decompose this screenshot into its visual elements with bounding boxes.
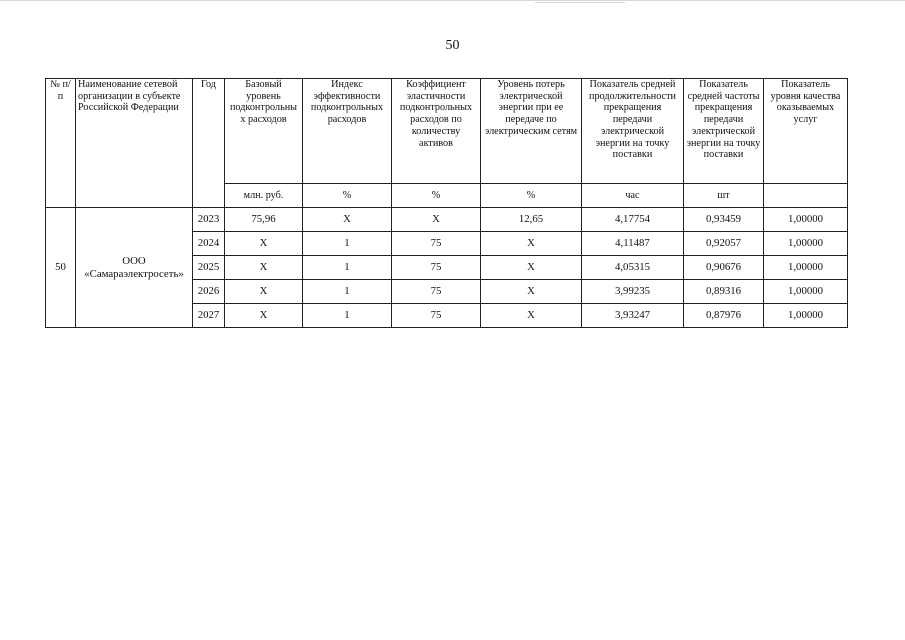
table-row	[46, 208, 848, 232]
cell-coef: 75	[392, 304, 481, 328]
cell-index: 1	[303, 232, 392, 256]
cell-frequency: 0,90676	[684, 256, 764, 280]
header-row	[46, 79, 848, 184]
cell-coef: 75	[392, 232, 481, 256]
unit-duration: час	[582, 184, 684, 208]
header-number: № п/п	[46, 79, 76, 208]
header-loss-level: Уровень потерь электрической энергии при ее передаче по электрическим сетям	[481, 79, 582, 184]
cell-index: 1	[303, 280, 392, 304]
cell-coef: 75	[392, 280, 481, 304]
header-elasticity-coef: Коэффициент эластичности подконтрольных расходов по количеству активов	[392, 79, 481, 184]
unit-index: %	[303, 184, 392, 208]
cell-base: X	[225, 232, 303, 256]
cell-quality: 1,00000	[764, 208, 848, 232]
cell-duration: 3,93247	[582, 304, 684, 328]
cell-coef: 75	[392, 256, 481, 280]
cell-year: 2025	[193, 256, 225, 280]
cell-duration: 4,05315	[582, 256, 684, 280]
cell-loss: 12,65	[481, 208, 582, 232]
scan-edge-top	[0, 0, 905, 1]
header-year: Год	[193, 79, 225, 208]
cell-base: X	[225, 304, 303, 328]
header-interruption-frequency: Показатель средней частоты прекращения передачи электрической энергии на точку поставки	[684, 79, 764, 184]
cell-year: 2023	[193, 208, 225, 232]
cell-frequency: 0,87976	[684, 304, 764, 328]
cell-duration: 4,11487	[582, 232, 684, 256]
unit-base: млн. руб.	[225, 184, 303, 208]
cell-quality: 1,00000	[764, 256, 848, 280]
cell-quality: 1,00000	[764, 232, 848, 256]
tariff-parameters-table	[45, 78, 848, 328]
cell-index: 1	[303, 304, 392, 328]
cell-loss: X	[481, 304, 582, 328]
org-number: 50	[46, 208, 76, 328]
cell-loss: X	[481, 232, 582, 256]
unit-loss: %	[481, 184, 582, 208]
cell-coef: X	[392, 208, 481, 232]
cell-frequency: 0,92057	[684, 232, 764, 256]
header-interruption-duration: Показатель средней продолжительности прекращения передачи электрической энергии на точку поставки	[582, 79, 684, 184]
cell-index: 1	[303, 256, 392, 280]
cell-base: 75,96	[225, 208, 303, 232]
header-service-quality: Показатель уровня качества оказываемых услуг	[764, 79, 848, 184]
org-name: ООО «Самараэлектросеть»	[76, 208, 193, 328]
cell-duration: 3,99235	[582, 280, 684, 304]
unit-quality	[764, 184, 848, 208]
cell-index: X	[303, 208, 392, 232]
header-organization: Наименование сетевой организации в субъекте Российской Федерации	[76, 79, 193, 208]
cell-frequency: 0,93459	[684, 208, 764, 232]
unit-frequency: шт	[684, 184, 764, 208]
cell-year: 2026	[193, 280, 225, 304]
header-efficiency-index: Индекс эффективности подконтрольных расходов	[303, 79, 392, 184]
cell-quality: 1,00000	[764, 280, 848, 304]
unit-coef: %	[392, 184, 481, 208]
cell-base: X	[225, 256, 303, 280]
page-number: 50	[445, 38, 460, 53]
header-base-level: Базовый уровень подконтрольны х расходов	[225, 79, 303, 184]
scan-artifact	[535, 2, 625, 3]
cell-frequency: 0,89316	[684, 280, 764, 304]
cell-year: 2024	[193, 232, 225, 256]
cell-loss: X	[481, 280, 582, 304]
cell-loss: X	[481, 256, 582, 280]
cell-base: X	[225, 280, 303, 304]
cell-duration: 4,17754	[582, 208, 684, 232]
cell-year: 2027	[193, 304, 225, 328]
cell-quality: 1,00000	[764, 304, 848, 328]
